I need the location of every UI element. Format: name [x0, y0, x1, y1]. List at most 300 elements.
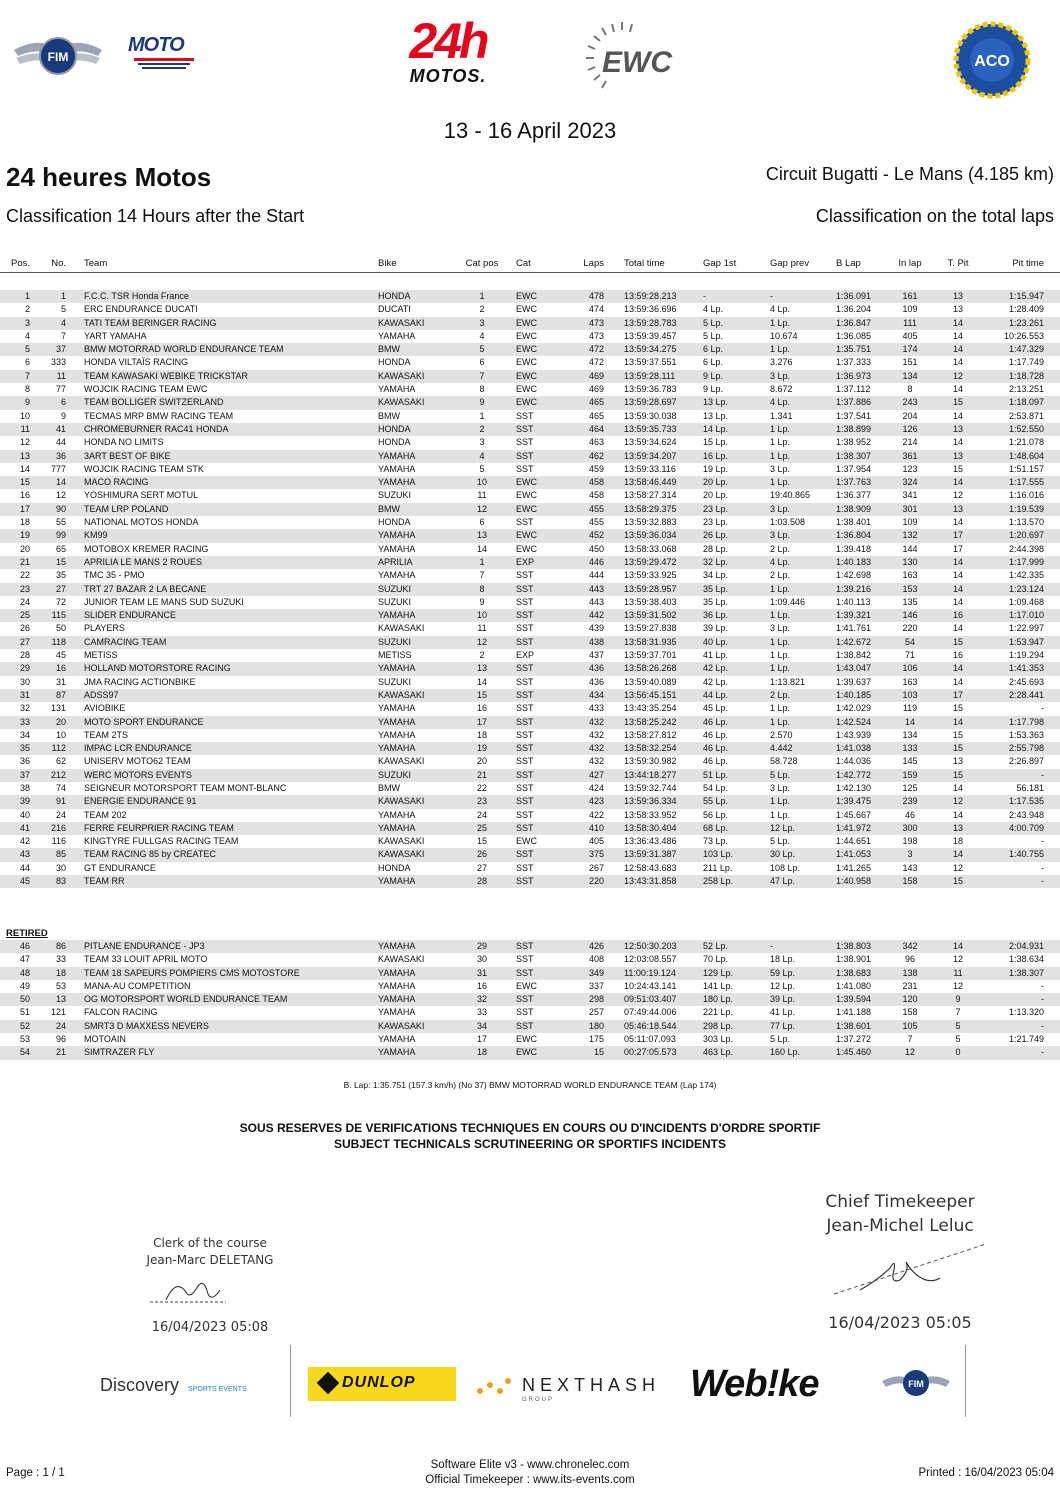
cell-inlap: 130	[902, 556, 918, 567]
cell-bike: BMW	[378, 344, 400, 355]
table-row	[0, 636, 1060, 649]
cell-cat: SST	[516, 676, 534, 687]
cell-bike: YAMAHA	[378, 729, 416, 740]
cell-bike: YAMAHA	[378, 450, 416, 461]
cell-no: 13	[55, 994, 66, 1005]
cell-total: 13:58:30.404	[624, 822, 677, 833]
cell-inlap: 14	[904, 716, 915, 727]
cell-pittime: 1:18.728	[1008, 370, 1044, 381]
cell-gap1: 41 Lp.	[703, 650, 729, 661]
cell-gap2: 1 Lp.	[770, 437, 791, 448]
cell-cat: SST	[516, 437, 534, 448]
cell-total: 13:59:38.403	[624, 596, 677, 607]
cell-pos: 5	[24, 344, 30, 355]
nexthash-logo: NEXTHASH GROUP	[476, 1371, 676, 1407]
col-gap-first: Gap 1st	[703, 258, 737, 269]
cell-bike: KAWASAKI	[378, 397, 425, 408]
cell-best: 1:37.541	[836, 410, 872, 421]
cell-no: 90	[55, 503, 66, 514]
cell-pittime: 1:23.261	[1008, 317, 1044, 328]
cell-team: WOJCIK RACING TEAM EWC	[84, 384, 208, 395]
col-pit-time: Pit time	[1012, 258, 1044, 269]
cell-total: 13:59:35.733	[624, 423, 677, 434]
cell-bike: KAWASAKI	[378, 836, 425, 847]
cell-cat: EWC	[516, 330, 537, 341]
cell-catpos: 12	[476, 503, 487, 514]
cell-pos: 8	[24, 384, 30, 395]
cell-inlap: 109	[902, 517, 918, 528]
cell-no: 50	[55, 623, 66, 634]
cell-pittime: 1:19.539	[1008, 503, 1044, 514]
cell-best: 1:37.886	[836, 397, 872, 408]
divider	[965, 1345, 966, 1417]
cell-total: 13:59:32.883	[624, 517, 677, 528]
table-row	[0, 356, 1060, 369]
col-total-time: Total time	[624, 258, 665, 269]
cell-gap2: 58.728	[770, 756, 798, 767]
cell-team: YOSHIMURA SERT MOTUL	[84, 490, 199, 501]
cell-pittime: 1:19.294	[1008, 650, 1044, 661]
cell-best: 1:42.029	[836, 703, 872, 714]
cell-pit: 12	[952, 954, 963, 965]
cell-inlap: 134	[902, 370, 918, 381]
cell-total: 13:59:36.783	[624, 384, 677, 395]
table-row	[0, 476, 1060, 489]
svg-text:ACO: ACO	[974, 53, 1010, 70]
cell-pit: 12	[952, 796, 963, 807]
cell-team: SLIDER ENDURANCE	[84, 610, 177, 621]
cell-bike: YAMAHA	[378, 1034, 416, 1045]
24h-motos-logo: 24h MOTOS.	[409, 13, 487, 86]
cell-team: MOTOBOX KREMER RACING	[84, 543, 209, 554]
cell-no: 16	[55, 663, 66, 674]
svg-text:FIM: FIM	[47, 50, 69, 64]
cell-catpos: 15	[476, 836, 487, 847]
cell-no: 1	[60, 291, 66, 301]
cell-bike: YAMAHA	[378, 663, 416, 674]
cell-gap2: 4 Lp.	[770, 556, 791, 567]
cell-laps: 473	[588, 317, 604, 328]
cell-gap1: -	[703, 291, 706, 301]
cell-gap2: 1:13.821	[770, 676, 806, 687]
chief-signature	[830, 1240, 990, 1304]
cell-best: 1:37.954	[836, 463, 872, 474]
event-date: 13 - 16 April 2023	[443, 118, 617, 143]
cell-cat: SST	[516, 809, 534, 820]
cell-catpos: 6	[479, 357, 485, 368]
cell-bike: HONDA	[378, 291, 411, 301]
cell-catpos: 8	[479, 583, 485, 594]
cell-bike: BMW	[378, 782, 400, 793]
cell-best: 1:37.272	[836, 1034, 872, 1045]
cell-total: 13:59:30.038	[624, 410, 677, 421]
discovery-logo: Discovery SPORTS EVENTS	[100, 1375, 247, 1395]
cell-pit: 14	[952, 357, 963, 368]
cell-inlap: 134	[902, 729, 918, 740]
cell-catpos: 5	[479, 344, 485, 355]
cell-gap1: 35 Lp.	[703, 583, 729, 594]
cell-pos: 14	[19, 463, 30, 474]
table-row	[0, 556, 1060, 569]
cell-pittime: 2:04.931	[1008, 941, 1044, 951]
table-row	[0, 596, 1060, 609]
cell-inlap: 12	[904, 1047, 915, 1058]
table-row	[0, 967, 1060, 980]
table-row	[0, 875, 1060, 888]
cell-gap2: 3 Lp.	[770, 463, 791, 474]
table-row	[0, 370, 1060, 383]
cell-inlap: 174	[902, 344, 918, 355]
cell-pos: 9	[24, 397, 30, 408]
cell-total: 13:58:27.314	[624, 490, 677, 501]
cell-gap1: 46 Lp.	[703, 743, 729, 754]
cell-total: 13:58:33.068	[624, 543, 677, 554]
cell-bike: YAMAHA	[378, 876, 416, 887]
cell-no: 74	[55, 782, 66, 793]
cell-pos: 25	[19, 610, 30, 621]
cell-pos: 46	[19, 941, 30, 951]
cell-no: 87	[55, 689, 66, 700]
cell-best: 1:40.958	[836, 876, 872, 887]
cell-cat: SST	[516, 410, 534, 421]
cell-laps: 432	[588, 756, 604, 767]
cell-catpos: 2	[479, 423, 485, 434]
cell-no: 7	[60, 330, 66, 341]
cell-inlap: 8	[907, 384, 913, 395]
cell-gap1: 20 Lp.	[703, 490, 729, 501]
cell-cat: EWC	[516, 304, 537, 315]
cell-team: APRILIA LE MANS 2 ROUES	[84, 556, 203, 567]
cell-bike: YAMAHA	[378, 477, 416, 488]
cell-total: 13:58:29.375	[624, 503, 677, 514]
cell-gap1: 463 Lp.	[703, 1047, 734, 1058]
cell-pos: 23	[19, 583, 30, 594]
cell-pos: 2	[24, 304, 30, 315]
cell-gap1: 28 Lp.	[703, 543, 729, 554]
cell-gap2: 4.442	[770, 743, 793, 754]
table-row	[0, 953, 1060, 966]
cell-team: 3ART BEST OF BIKE	[84, 450, 171, 461]
cell-bike: KAWASAKI	[378, 317, 425, 328]
cell-gap1: 23 Lp.	[703, 503, 729, 514]
cell-pos: 40	[19, 809, 30, 820]
cell-best: 1:44.651	[836, 836, 872, 847]
cell-pit: 14	[952, 384, 963, 395]
cell-catpos: 9	[479, 397, 485, 408]
cell-inlap: 54	[904, 636, 915, 647]
cell-no: 118	[51, 636, 66, 647]
cell-gap2: 12 Lp.	[770, 980, 796, 991]
cell-cat: EWC	[516, 397, 537, 408]
cell-cat: EWC	[516, 543, 537, 554]
cell-gap1: 42 Lp.	[703, 676, 729, 687]
cell-pos: 32	[19, 703, 30, 714]
cell-pos: 38	[19, 782, 30, 793]
cell-total: 13:58:31.935	[624, 636, 677, 647]
cell-total: 13:59:31.387	[624, 849, 677, 860]
cell-pit: 16	[952, 650, 963, 661]
cell-inlap: 204	[902, 410, 918, 421]
cell-gap1: 5 Lp.	[703, 317, 724, 328]
cell-total: 13:59:36.034	[624, 530, 677, 541]
cell-bike: YAMAHA	[378, 1047, 416, 1058]
cell-catpos: 16	[476, 703, 487, 714]
cell-cat: EWC	[516, 503, 537, 514]
cell-pittime: -	[1041, 1047, 1044, 1058]
col-cat-pos: Cat pos	[465, 258, 499, 269]
cell-pit: 13	[952, 822, 963, 833]
cell-gap1: 19 Lp.	[703, 463, 729, 474]
cell-laps: 405	[588, 836, 604, 847]
cell-team: NATIONAL MOTOS HONDA	[84, 517, 199, 528]
cell-best: 1:42.130	[836, 782, 872, 793]
cell-bike: YAMAHA	[378, 743, 416, 754]
cell-team: PITLANE ENDURANCE - JP3	[84, 941, 205, 951]
cell-laps: 463	[588, 437, 604, 448]
cell-pos: 15	[19, 477, 30, 488]
cell-no: 91	[55, 796, 66, 807]
cell-best: 1:38.401	[836, 517, 872, 528]
cell-no: 41	[55, 423, 66, 434]
cell-pit: 14	[952, 782, 963, 793]
cell-gap2: 5 Lp.	[770, 836, 791, 847]
cell-team: TEAM LRP POLAND	[84, 503, 169, 514]
cell-laps: 455	[588, 517, 604, 528]
table-row	[0, 649, 1060, 662]
cell-bike: YAMAHA	[378, 967, 416, 978]
cell-inlap: 106	[902, 663, 918, 674]
cell-catpos: 16	[476, 980, 487, 991]
cell-total: 13:58:46.449	[624, 477, 677, 488]
cell-best: 1:45.460	[836, 1047, 872, 1058]
logo-row	[0, 10, 1060, 110]
cell-cat: SST	[516, 636, 534, 647]
chief-timekeeper	[790, 1190, 1010, 1238]
cell-pos: 36	[19, 756, 30, 767]
table-row	[0, 716, 1060, 729]
cell-best: 1:37.333	[836, 357, 872, 368]
cell-pit: 15	[952, 876, 963, 887]
cell-inlap: 159	[902, 769, 918, 780]
cell-catpos: 10	[476, 477, 487, 488]
cell-pos: 50	[19, 994, 30, 1005]
cell-total: 13:59:31.502	[624, 610, 677, 621]
cell-gap1: 44 Lp.	[703, 689, 729, 700]
cell-cat: SST	[516, 796, 534, 807]
cell-best: 1:43.939	[836, 729, 872, 740]
cell-bike: KAWASAKI	[378, 756, 425, 767]
cell-pittime: 1:17.535	[1008, 796, 1044, 807]
cell-no: 10	[55, 729, 66, 740]
cell-team: WERC MOTORS EVENTS	[84, 769, 192, 780]
cell-catpos: 30	[476, 954, 487, 965]
table-row	[0, 503, 1060, 516]
cell-inlap: 133	[902, 743, 918, 754]
cell-bike: YAMAHA	[378, 463, 416, 474]
cell-bike: KAWASAKI	[378, 623, 425, 634]
cell-no: 83	[55, 876, 66, 887]
cell-gap1: 16 Lp.	[703, 450, 729, 461]
nexthash-icon	[476, 1377, 512, 1397]
cell-cat: SST	[516, 862, 534, 873]
cell-inlap: 123	[902, 463, 918, 474]
cell-pit: 14	[952, 716, 963, 727]
cell-pittime: 1:17.749	[1008, 357, 1044, 368]
cell-pos: 43	[19, 849, 30, 860]
cell-pittime: 1:17.555	[1008, 477, 1044, 488]
table-row	[0, 343, 1060, 356]
cell-pittime: 1:38.634	[1008, 954, 1044, 965]
cell-total: 13:59:33.925	[624, 570, 677, 581]
cell-team: TEAM KAWASAKI WEBIKE TRICKSTAR	[84, 370, 249, 381]
classified-table	[0, 290, 1060, 888]
cell-pos: 47	[19, 954, 30, 965]
chief-signature-date: 16/04/2023 05:05	[828, 1313, 972, 1332]
cell-pittime: 1:13.320	[1008, 1007, 1044, 1018]
cell-best: 1:39.216	[836, 583, 872, 594]
cell-best: 1:40.185	[836, 689, 872, 700]
cell-total: 13:36:43.486	[624, 836, 677, 847]
cell-total: 13:58:32.254	[624, 743, 677, 754]
table-row	[0, 436, 1060, 449]
cell-catpos: 12	[476, 636, 487, 647]
cell-total: 12:58:43.683	[624, 862, 677, 873]
cell-pos: 13	[19, 450, 30, 461]
cell-catpos: 1	[479, 410, 485, 421]
cell-laps: 439	[588, 623, 604, 634]
cell-cat: SST	[516, 967, 534, 978]
cell-inlap: 105	[902, 1020, 918, 1031]
cell-pos: 42	[19, 836, 30, 847]
cell-pit: 17	[952, 530, 963, 541]
cell-bike: YAMAHA	[378, 822, 416, 833]
cell-no: 21	[55, 1047, 66, 1058]
cell-total: 13:59:36.696	[624, 304, 677, 315]
cell-team: FERRE FEURPRIER RACING TEAM	[84, 822, 234, 833]
cell-bike: YAMAHA	[378, 384, 416, 395]
cell-gap1: 52 Lp.	[703, 941, 729, 951]
cell-total: 05:11:07.093	[624, 1034, 676, 1045]
cell-inlap: 103	[902, 689, 918, 700]
cell-no: 31	[55, 676, 66, 687]
cell-pittime: -	[1041, 1020, 1044, 1031]
cell-laps: 469	[588, 384, 604, 395]
cell-cat: SST	[516, 623, 534, 634]
cell-inlap: 158	[902, 876, 918, 887]
cell-cat: SST	[516, 517, 534, 528]
table-header	[0, 258, 1060, 273]
cell-pit: 14	[952, 437, 963, 448]
cell-gap1: 46 Lp.	[703, 716, 729, 727]
cell-best: 1:40.183	[836, 556, 872, 567]
cell-gap1: 13 Lp.	[703, 397, 729, 408]
cell-catpos: 7	[479, 570, 485, 581]
cell-gap2: 4 Lp.	[770, 397, 791, 408]
cell-bike: HONDA	[378, 437, 411, 448]
table-row	[0, 862, 1060, 875]
table-row	[0, 622, 1060, 635]
cell-pit: 12	[952, 370, 963, 381]
cell-best: 1:42.698	[836, 570, 872, 581]
table-row	[0, 609, 1060, 622]
cell-no: 72	[55, 596, 66, 607]
cell-gap2: 160 Lp.	[770, 1047, 801, 1058]
cell-bike: SUZUKI	[378, 583, 412, 594]
table-row	[0, 940, 1060, 953]
cell-no: 30	[55, 862, 66, 873]
cell-gap2: 1 Lp.	[770, 796, 791, 807]
cell-pos: 39	[19, 796, 30, 807]
col-pos: Pos.	[10, 258, 30, 269]
cell-total: 13:59:28.697	[624, 397, 677, 408]
cell-best: 1:38.842	[836, 650, 872, 661]
cell-gap2: 10.674	[770, 330, 798, 341]
cell-cat: EXP	[516, 556, 535, 567]
table-row	[0, 848, 1060, 861]
fastest-lap-note: B. Lap: 1:35.751 (157.3 km/h) (No 37) BMW MOTORRAD WORLD ENDURANCE TEAM (Lap 174)	[343, 1080, 717, 1090]
cell-pittime: 1:47.329	[1008, 344, 1044, 355]
cell-pittime: 1:16.016	[1008, 490, 1044, 501]
cell-gap2: -	[770, 291, 773, 301]
cell-team: TEAM 2TS	[84, 729, 129, 740]
cell-gap2: 1 Lp.	[770, 809, 791, 820]
cell-team: FALCON RACING	[84, 1007, 158, 1018]
cell-bike: KAWASAKI	[378, 1020, 425, 1031]
cell-gap1: 9 Lp.	[703, 384, 724, 395]
table-row	[0, 569, 1060, 582]
cell-total: 10:24:43.141	[624, 980, 677, 991]
cell-cat: SST	[516, 689, 534, 700]
cell-pit: 14	[952, 570, 963, 581]
cell-catpos: 28	[476, 876, 487, 887]
cell-total: 13:59:28.213	[624, 291, 677, 301]
cell-no: 96	[55, 1034, 66, 1045]
cell-bike: HONDA	[378, 862, 411, 873]
cell-team: F.C.C. TSR Honda France	[84, 291, 189, 301]
cell-no: 5	[60, 304, 66, 315]
cell-total: 13:56:45.151	[624, 689, 677, 700]
cell-total: 13:59:34.624	[624, 437, 677, 448]
cell-pit: 12	[952, 862, 963, 873]
cell-catpos: 25	[476, 822, 487, 833]
cell-cat: EWC	[516, 530, 537, 541]
cell-pit: 15	[952, 729, 963, 740]
cell-team: SEIGNEUR MOTORSPORT TEAM MONT-BLANC	[84, 782, 287, 793]
cell-catpos: 32	[476, 994, 487, 1005]
cell-no: 24	[55, 809, 66, 820]
cell-pittime: -	[1041, 980, 1044, 991]
cell-inlap: 146	[902, 610, 918, 621]
cell-laps: 459	[588, 463, 604, 474]
clerk-role: Clerk of the course	[153, 1236, 267, 1250]
cell-laps: 180	[588, 1020, 604, 1031]
cell-bike: METISS	[378, 650, 412, 661]
cell-catpos: 1	[479, 556, 485, 567]
cell-best: 1:37.763	[836, 477, 872, 488]
cell-no: 216	[50, 822, 66, 833]
cell-inlap: 220	[902, 623, 918, 634]
cell-team: MOTO SPORT ENDURANCE	[84, 716, 204, 727]
cell-laps: 452	[588, 530, 604, 541]
cell-laps: 432	[588, 716, 604, 727]
cell-no: 12	[55, 490, 66, 501]
cell-gap1: 42 Lp.	[703, 663, 729, 674]
cell-best: 1:41.053	[836, 849, 872, 860]
cell-team: ADSS97	[84, 689, 119, 700]
cell-no: 27	[55, 583, 66, 594]
cell-gap1: 39 Lp.	[703, 623, 729, 634]
cell-pos: 41	[19, 822, 30, 833]
